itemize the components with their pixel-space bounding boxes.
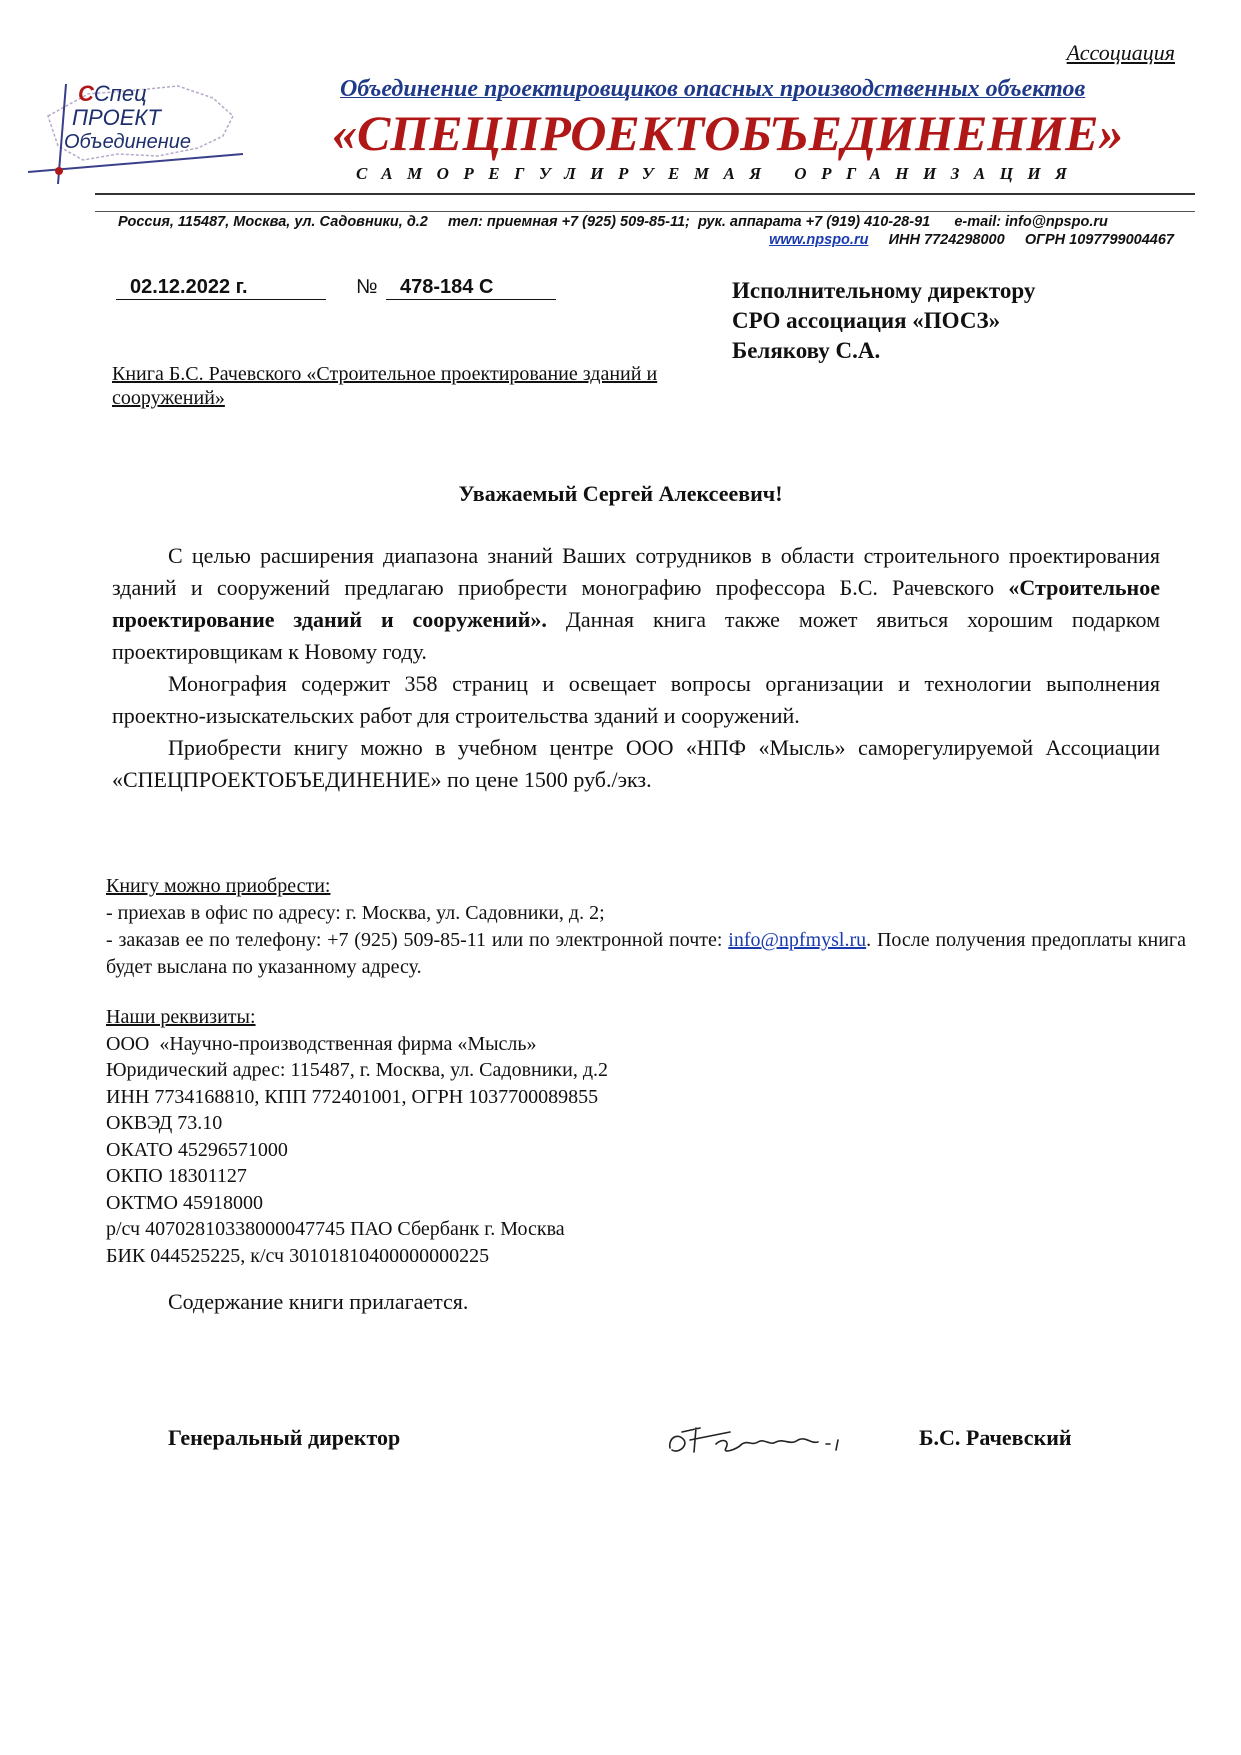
logo-line-3: Объединение [64,131,192,153]
contact-divider [95,211,1195,212]
requisites-line: БИК 044525225, к/сч 30101810400000000225 [106,1244,490,1267]
purchase-title: Книгу можно приобрести: [106,875,331,897]
body-paragraph-3: Приобрести книгу можно в учебном центре ООО «НПФ «Мысль» саморегулируемой Ассоциации «СПЕЦПРОЕКТОБЪЕДИНЕНИЕ» по цене 1500 руб./экз. [112,735,1160,792]
attachment-note: Содержание книги прилагается. [168,1289,469,1314]
sro-label: САМОРЕГУЛИРУЕМАЯ ОРГАНИЗАЦИЯ [356,164,1082,183]
header-divider [95,193,1195,195]
purchase-line-2: - заказав ее по телефону: +7 (925) 509-85-11 или по электронной почте: info@npfmysl.ru. После получения предоплаты книга будет выслана по указанному адресу. [106,929,1186,978]
logo-line-2: ПРОЕКТ [72,105,161,130]
requisites-line: р/сч 40702810338000047745 ПАО Сбербанк г. Москва [106,1218,565,1240]
letter-number: 478-184 С [386,276,556,300]
addressee-line-2: СРО ассоциация «ПОСЗ» [732,308,1001,333]
inn-value: ИНН 7724298000 [888,232,1005,248]
signatory-title: Генеральный директор [168,1425,401,1450]
contact-line: Россия, 115487, Москва, ул. Садовники, д.2 тел: приемная +7 (925) 509-85-11; рук. аппарата +7 (919) 410-28-91 e-mail: info@npspo.ru [118,214,1108,230]
org-name: «СПЕЦПРОЕКТОБЪЕДИНЕНИЕ» [332,105,1124,161]
logo-line-1: ССпец [78,81,147,106]
handwritten-signature [660,1410,880,1470]
body-paragraph-2: Монография содержит 358 страниц и освещает вопросы организации и технологии выполнения проектно-изыскательских работ для строительства зданий и сооружений. [112,671,1160,728]
body-paragraph-1: С целью расширения диапазона знаний Ваших сотрудников в области строительного проектирования зданий и сооружений предлагаю приобрести монографию профессора Б.С. Рачевского «Строительное проектирование зданий и сооружений». Данная книга также может явиться хорошим подарком проектировщикам к Новому году. [112,543,1161,664]
email-link[interactable]: info@npfmysl.ru [728,929,867,951]
requisites-line: ОКАТО 45296571000 [106,1138,288,1161]
requisites-line: ОКПО 18301127 [106,1165,247,1187]
addressee [732,276,1035,366]
logo [28,76,248,186]
signatory-name: Б.С. Рачевский [919,1425,1072,1450]
requisites [106,1004,1006,1269]
website-link[interactable]: www.npspo.ru [769,232,869,248]
contact-registration [769,232,1174,248]
number-label: № [356,276,378,298]
requisites-line: ООО «Научно-производственная фирма «Мысль» [106,1032,537,1055]
requisites-line: Юридический адрес: 115487, г. Москва, ул. Садовники, д.2 [106,1059,609,1081]
requisites-title: Наши реквизиты: [106,1006,256,1028]
requisites-line: ОКТМО 45918000 [106,1191,263,1214]
org-subtitle: Объединение проектировщиков опасных производственных объектов [340,76,1086,102]
ogrn-value: ОГРН 1097799004467 [1024,232,1174,248]
addressee-line-1: Исполнительному директору [732,278,1036,303]
salutation: Уважаемый Сергей Алексеевич! [458,481,783,506]
letter-subject: Книга Б.С. Рачевского «Строительное проектирование зданий и сооружений» [112,363,658,409]
addressee-line-3: Белякову С.А. [732,338,881,363]
letter-date: 02.12.2022 г. [116,276,326,300]
requisites-line: ОКВЭД 73.10 [106,1112,223,1134]
association-label: Ассоциация [1066,40,1175,65]
letter-body [112,540,1160,796]
purchase-info [106,873,1186,981]
requisites-line: ИНН 7734168810, КПП 772401001, ОГРН 1037700089855 [106,1085,599,1108]
purchase-line-1: - приехав в офис по адресу: г. Москва, ул. Садовники, д. 2; [106,902,605,924]
